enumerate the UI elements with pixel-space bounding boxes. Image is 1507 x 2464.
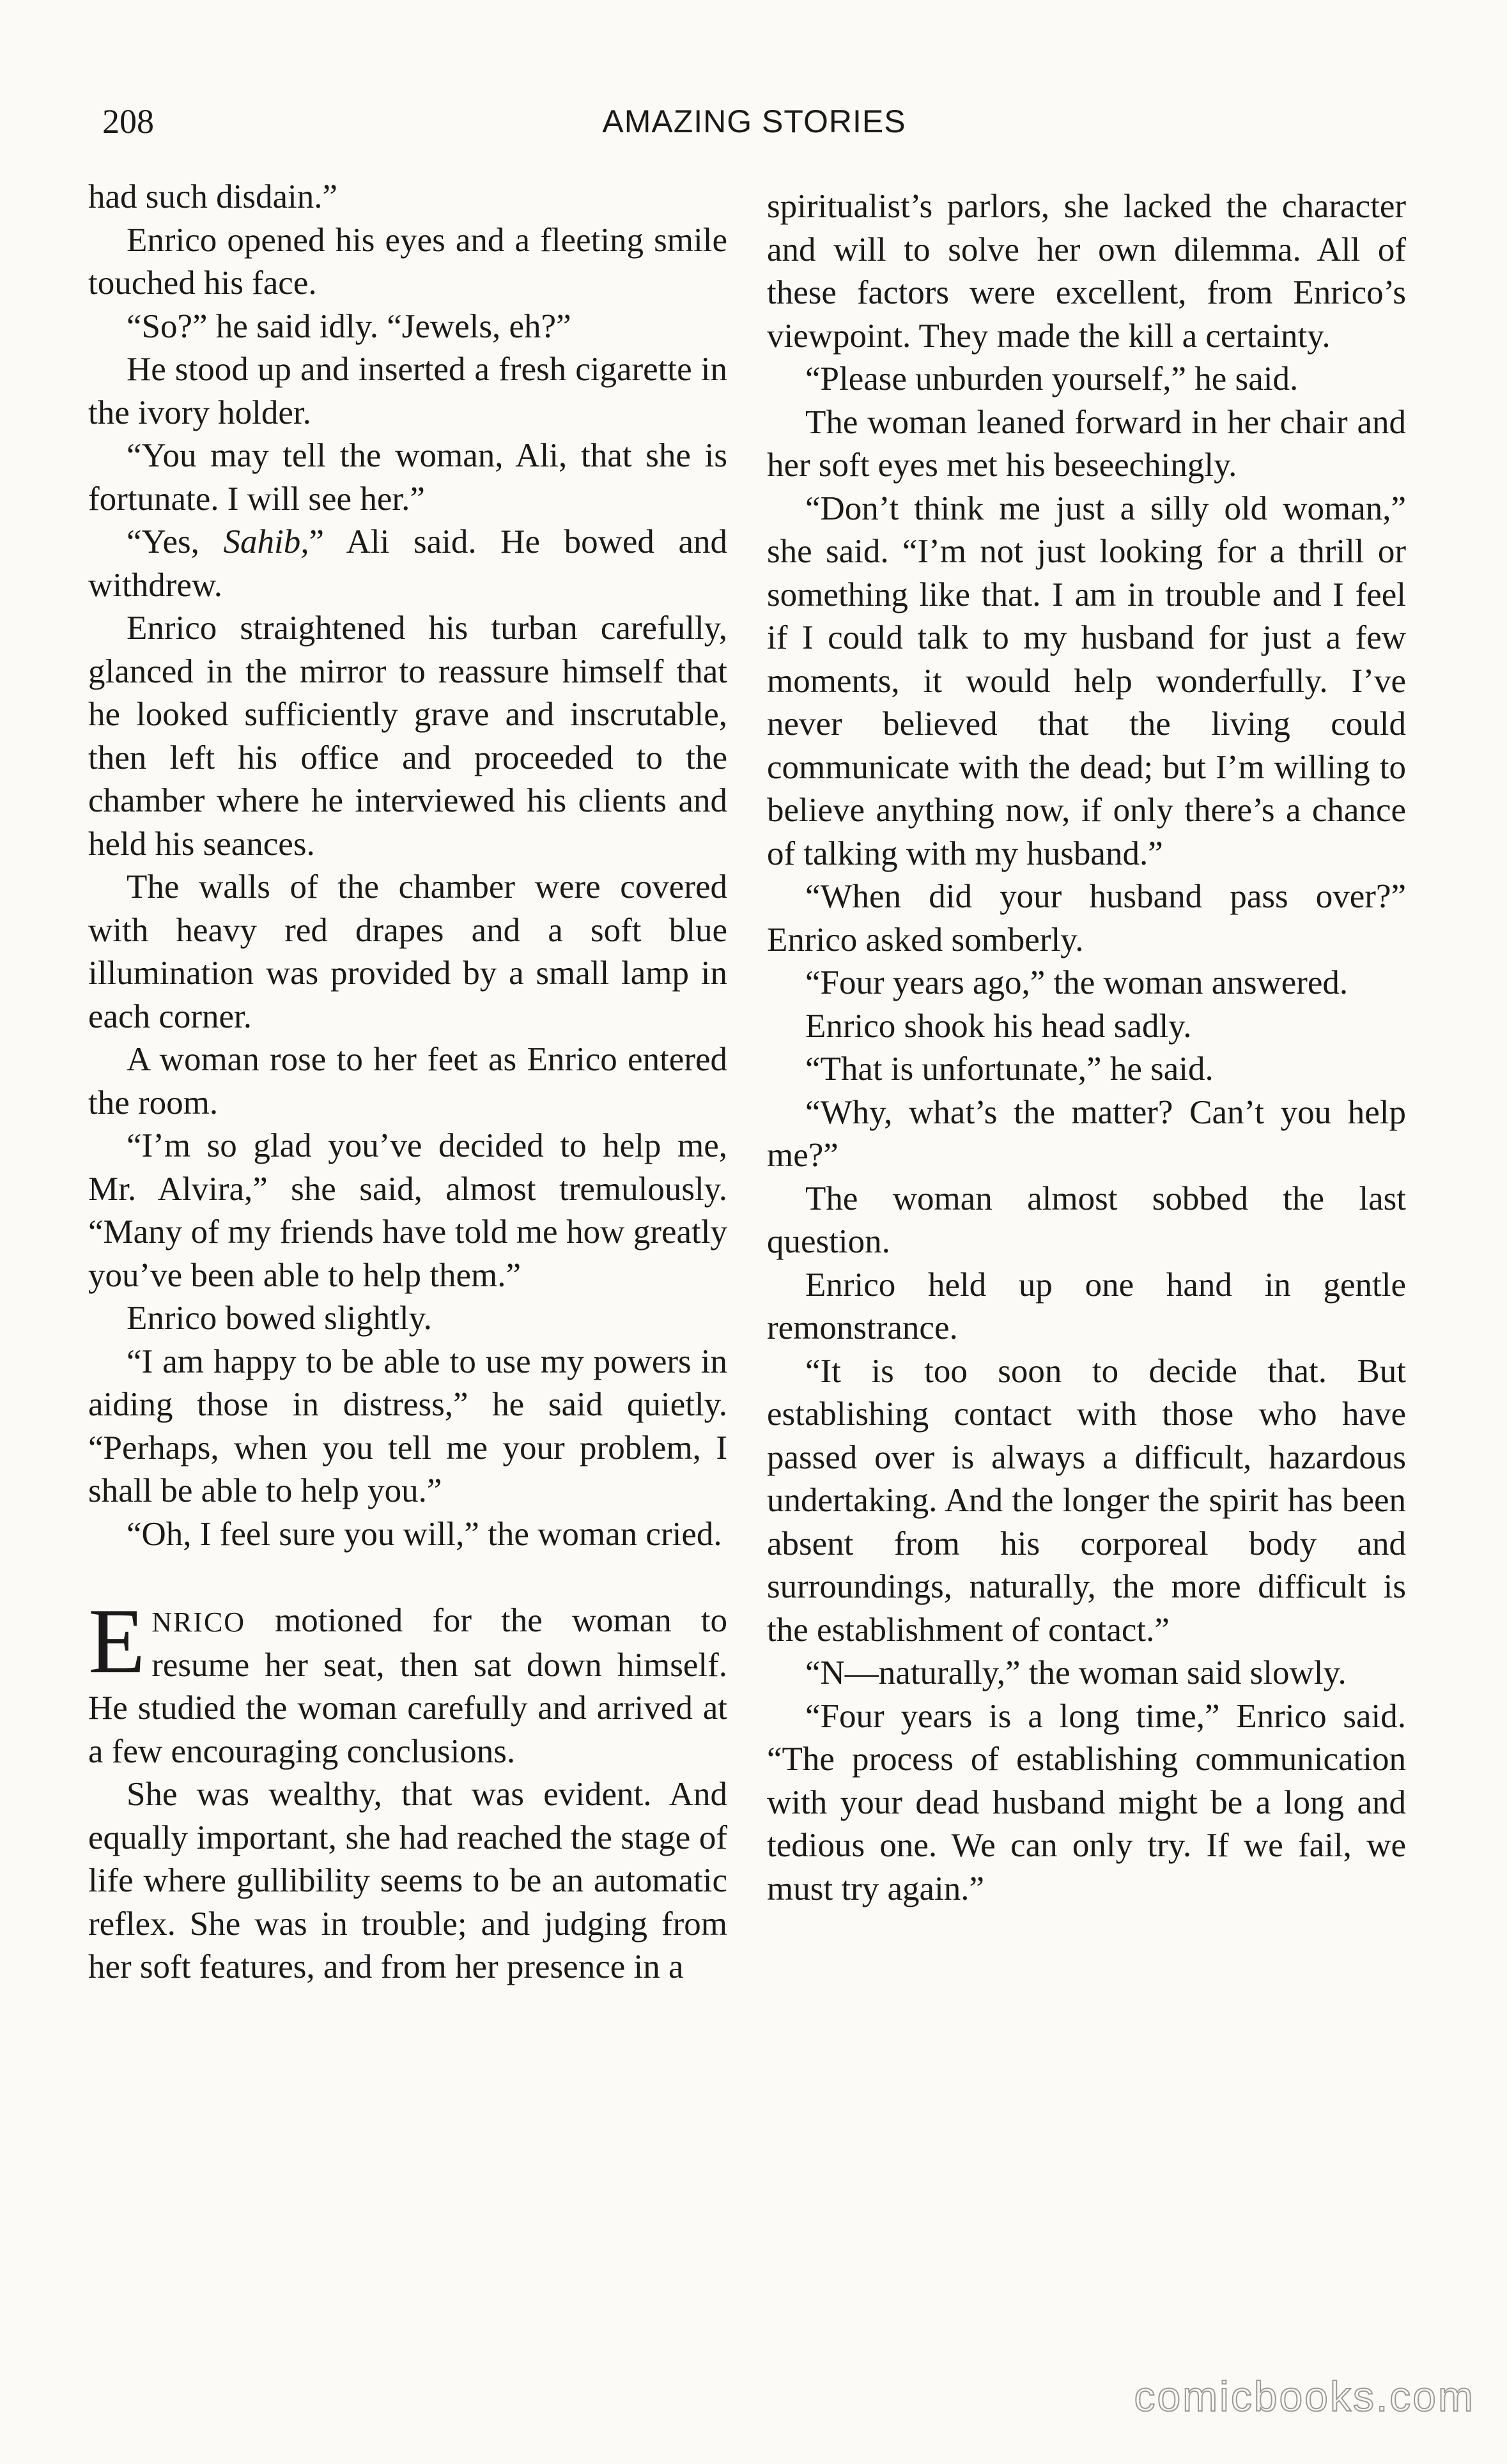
paragraph: “N—naturally,” the woman said slowly. — [805, 1654, 1347, 1691]
page-header — [102, 93, 1406, 150]
right-column — [767, 185, 1406, 1911]
page-number: 208 — [102, 102, 154, 141]
text-run: ” Ali said. He bowed and withdrew. — [88, 523, 727, 604]
paragraph: The woman leaned forward in her chair and her soft eyes met his beseechingly. — [767, 403, 1406, 484]
paragraph: “That is unfortunate,” he said. — [805, 1051, 1214, 1088]
text-run: “Yes, — [127, 523, 224, 560]
running-title: AMAZING STORIES — [602, 104, 906, 139]
paragraph: had such disdain.” — [88, 178, 338, 215]
paragraph: “Four years ago,” the woman answered. — [805, 964, 1349, 1001]
left-column — [88, 176, 727, 1989]
paragraph: “It is too soon to decide that. But establishing contact with those who have passed over is always a difficult, hazardous undertaking. And the longer the spirit has been absent from his corporeal body and surroundings, naturally, the more difficult is the establishment of contact.” — [767, 1352, 1406, 1649]
paragraph: “Don’t think me just a silly old woman,” she said. “I’m not just looking for a thrill or something like that. I am in trouble and I feel if I could talk to my husband for just a few moments, it would help wonderfully. I’ve never believed that the living could communicate with the dead; but I’m willing to believe anything now, if only there’s a chance of talking with my husband.” — [767, 489, 1406, 872]
paragraph: “Oh, I feel sure you will,” the woman cried. — [127, 1515, 722, 1553]
paragraph: Enrico opened his eyes and a fleeting smile touched his face. — [88, 221, 727, 302]
paragraph — [88, 521, 727, 607]
paragraph: “So?” he said idly. “Jewels, eh?” — [127, 307, 571, 345]
site-watermark: comicbooks.com — [1134, 2373, 1475, 2420]
section-opening-paragraph — [88, 1589, 727, 1773]
paragraph: “Four years is a long time,” Enrico said. “The process of establishing communication with your dead husband might be a long and tedious one. We can only try. If we fail, we must try again.” — [767, 1697, 1406, 1907]
paragraph: He stood up and inserted a fresh cigarette in the ivory holder. — [88, 351, 727, 431]
text-run: motioned for the woman to resume her seat, then sat down himself. He studied the woman carefully and arrived at a few encouraging conclusions. — [88, 1602, 727, 1770]
paragraph: The woman almost sobbed the last question. — [767, 1180, 1406, 1260]
paragraph: She was wealthy, that was evident. And equally important, she had reached the stage of life where gullibility seems to be an automatic reflex. She was in trouble; and judging from her soft features, and from her presence in a — [88, 1776, 727, 1985]
paragraph: The walls of the chamber were covered with heavy red drapes and a soft blue illumination was provided by a small lamp in each corner. — [88, 868, 727, 1035]
paragraph: “I am happy to be able to use my powers in aiding those in distress,” he said quietly. “Perhaps, when you tell me your problem, I shall be able to help you.” — [88, 1343, 727, 1509]
paragraph: spiritualist’s parlors, she lacked the character and will to solve her own dilemma. All of these factors were excellent, from Enrico’s viewpoint. They made the kill a certainty. — [767, 188, 1406, 355]
paragraph: Enrico held up one hand in gentle remonstrance. — [767, 1266, 1406, 1346]
italic-text: Sahib, — [223, 523, 309, 560]
small-caps-text: NRICO — [151, 1606, 246, 1638]
paragraph: “When did your husband pass over?” Enrico asked somberly. — [767, 878, 1406, 959]
paragraph: Enrico shook his head sadly. — [805, 1007, 1192, 1045]
drop-cap: E — [88, 1589, 146, 1693]
paragraph: “I’m so glad you’ve decided to help me, Mr. Alvira,” she said, almost tremulously. “Many of my friends have told me how greatly you’ve been able to help them.” — [88, 1127, 727, 1294]
paragraph: Enrico bowed slightly. — [127, 1300, 432, 1337]
paragraph: “Please unburden yourself,” he said. — [805, 360, 1299, 397]
paragraph: Enrico straightened his turban carefully, glanced in the mirror to reassure himself that he looked sufficiently grave and inscrutable, then left his office and proceeded to the chamber where he interviewed his clients and held his seances. — [88, 610, 727, 863]
paragraph: “Why, what’s the matter? Can’t you help me?” — [767, 1093, 1406, 1174]
paragraph: A woman rose to her feet as Enrico entered the room. — [88, 1041, 727, 1121]
paragraph: “You may tell the woman, Ali, that she is fortunate. I will see her.” — [88, 437, 727, 518]
